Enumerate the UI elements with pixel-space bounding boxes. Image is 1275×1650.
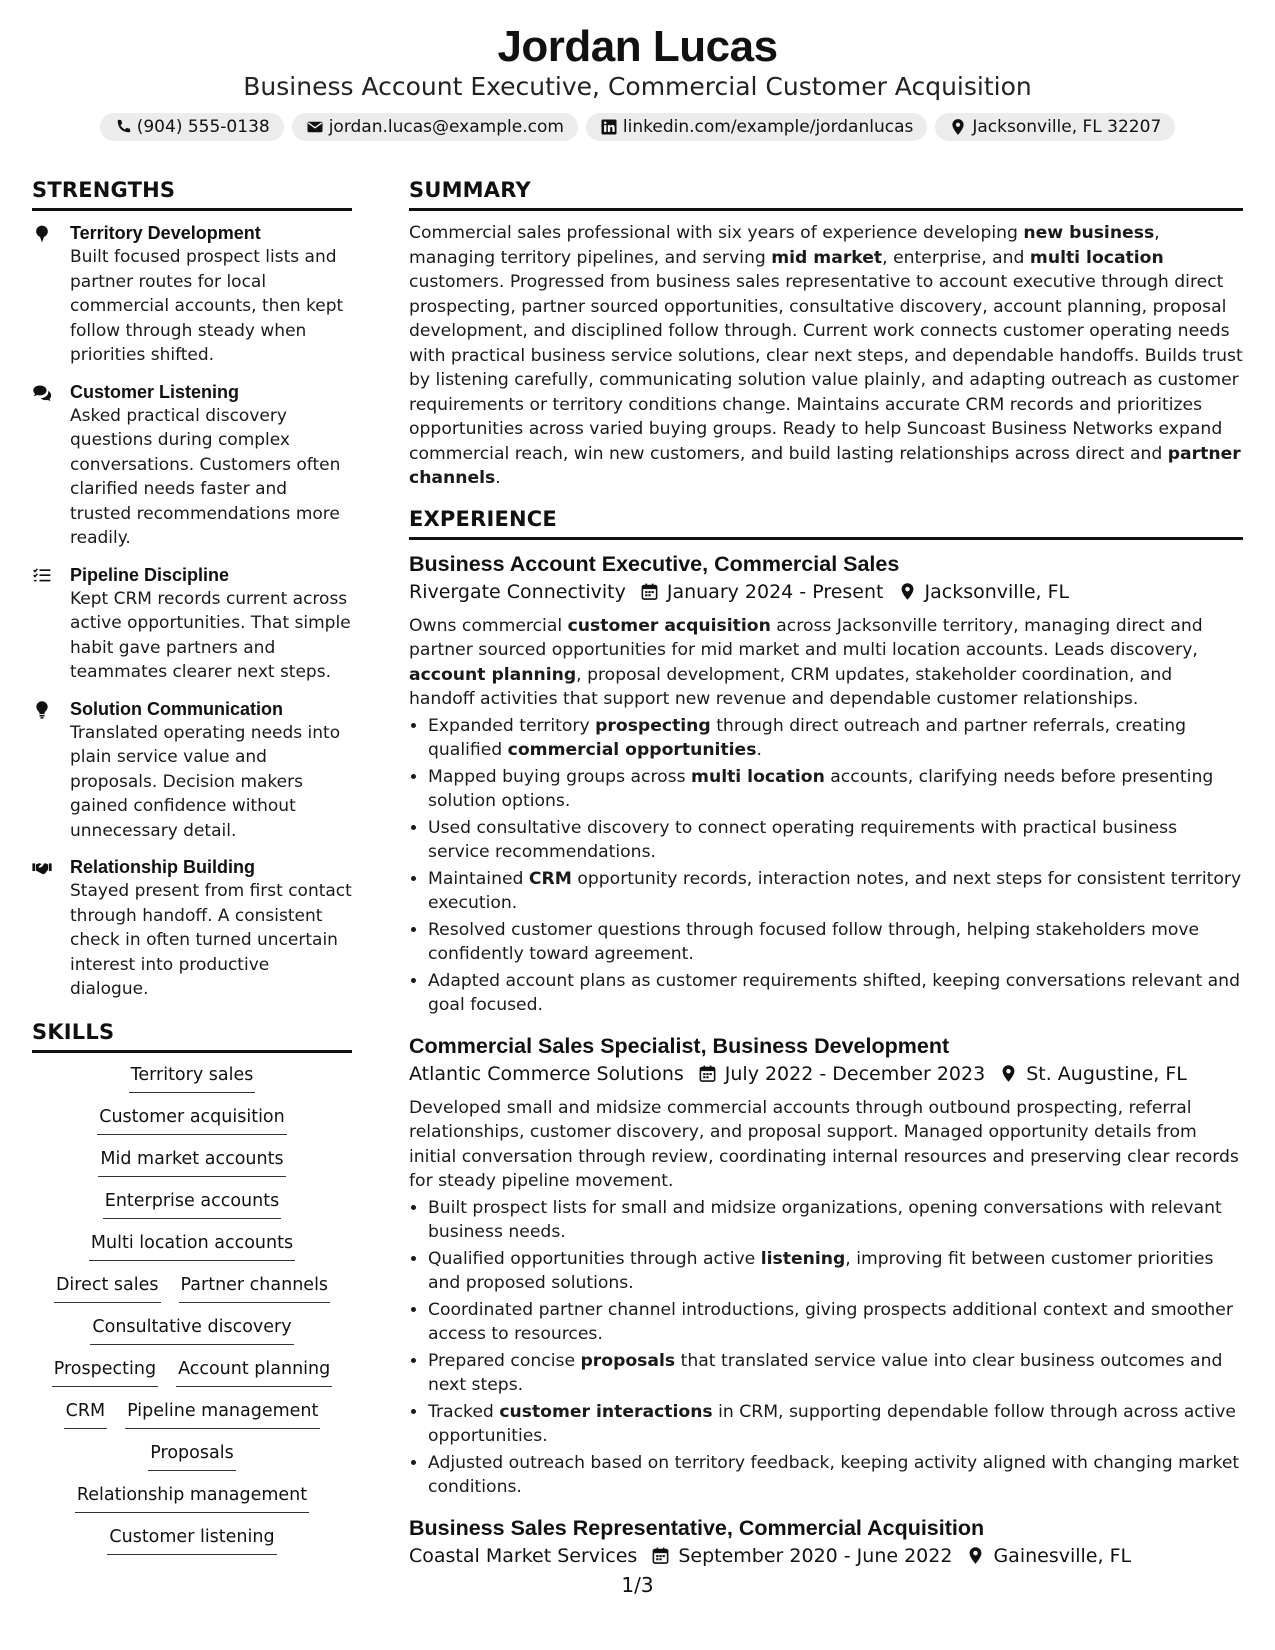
job-description-emphasis: customer acquisition [567, 615, 771, 636]
strength-item [32, 221, 352, 368]
skill-tag: Customer listening [107, 1525, 276, 1555]
job-bullet [428, 1247, 1243, 1296]
calendar-icon [684, 1064, 725, 1083]
skill-tag: Direct sales [54, 1273, 161, 1303]
bullet-text: . [756, 740, 762, 760]
skill-tag: Relationship management [75, 1483, 309, 1513]
job-title: Business Sales Representative, Commercial Acquisition [409, 1515, 985, 1540]
summary-text: customers. Progressed from business sales representative to account executive through direct prospecting, partner sourced opportunities, consultative discovery, account planning, proposal development, and disciplined follow through. Current work connects customer operating needs with practical business service solutions, clear next steps, and dependable handoffs. Builds trust by listening carefully, communicating solution value plainly, and adapting outreach as customer requirements or territory conditions change. Maintains accurate CRM records and prioritizes opportunities across varied buying groups. Ready to help Suncoast Business Networks expand commercial reach, win new customers, and build lasting relationships across direct and [409, 272, 1243, 464]
skill-row [32, 1147, 352, 1177]
skill-row [32, 1483, 352, 1513]
skill-tag: Consultative discovery [90, 1315, 293, 1345]
location-pin-icon [985, 1064, 1026, 1083]
contact-email-text: jordan.lucas@example.com [328, 117, 564, 137]
strength-item [32, 855, 352, 1002]
left-column [32, 178, 352, 1567]
job-bullets [409, 714, 1243, 1018]
summary-emphasis: new business [1023, 223, 1155, 243]
skill-tag: Proposals [148, 1441, 235, 1471]
bullet-text: Used consultative discovery to connect operating requirements with practical business service recommendations. [428, 817, 1178, 862]
job-bullet [428, 816, 1243, 865]
contact-linkedin[interactable] [586, 113, 927, 141]
bullet-text: Qualified opportunities through active [428, 1248, 761, 1269]
job-bullet [428, 1298, 1243, 1347]
job-bullet [428, 1400, 1243, 1449]
bullet-text: Adjusted outreach based on territory feedback, keeping activity aligned with changing market conditions. [428, 1452, 1240, 1497]
job-meta [409, 1060, 1243, 1088]
strength-title: Customer Listening [70, 381, 240, 402]
job-bullet [428, 867, 1243, 916]
skill-tag: Enterprise accounts [103, 1189, 281, 1219]
experience-list [409, 550, 1243, 1570]
strength-title: Pipeline Discipline [70, 564, 230, 585]
strength-desc: Asked practical discovery questions during complex conversations. Customers often clarified needs faster and trusted recommendations more readily. [70, 405, 341, 548]
bullet-text: Maintained [428, 868, 529, 889]
strength-desc: Stayed present from first contact through handoff. A consistent check in often turned uncertain interest into productive dialogue. [70, 881, 352, 999]
job-dates: January 2024 - Present [666, 580, 884, 603]
bullet-text: that translated service value into clear business outcomes and next steps. [428, 1350, 1223, 1395]
skill-tag: Customer acquisition [97, 1105, 286, 1135]
job-bullets [409, 1196, 1243, 1500]
bullet-emphasis: commercial opportunities [507, 740, 757, 760]
skill-tag: Pipeline management [125, 1399, 320, 1429]
calendar-icon [626, 582, 667, 601]
summary-emphasis: mid market [771, 247, 883, 268]
job-company: Atlantic Commerce Solutions [409, 1062, 684, 1085]
skill-tag: Mid market accounts [98, 1147, 285, 1177]
page-number: 1/3 [621, 1573, 654, 1597]
location-pin-icon [952, 1546, 993, 1565]
bullet-emphasis: customer interactions [499, 1401, 713, 1422]
bullet-text: in CRM, supporting dependable follow through across active opportunities. [428, 1401, 1236, 1446]
job-location: St. Augustine, FL [1026, 1062, 1187, 1085]
calendar-icon [637, 1546, 678, 1565]
job-entry [409, 1514, 1243, 1570]
skill-row [32, 1063, 352, 1093]
checklist-icon [32, 563, 70, 685]
skill-tag: Multi location accounts [89, 1231, 295, 1261]
skill-row [32, 1357, 352, 1387]
contact-linkedin-text: linkedin.com/example/jordanlucas [622, 117, 914, 137]
job-description [409, 1096, 1243, 1194]
bullet-text: Mapped buying groups across [428, 766, 692, 787]
bullet-text: accounts, clarifying needs before presenting solution options. [428, 766, 1214, 811]
strength-title: Territory Development [70, 223, 261, 243]
bullet-emphasis: prospecting [595, 715, 711, 736]
summary-emphasis: partner channels [409, 443, 1241, 488]
job-description-emphasis: account planning [409, 664, 577, 685]
strength-title: Solution Communication [70, 698, 283, 719]
experience-heading: EXPERIENCE [409, 507, 1243, 540]
candidate-name: Jordan Lucas [497, 22, 778, 71]
skill-row [32, 1525, 352, 1555]
strength-desc: Translated operating needs into plain service value and proposals. Decision makers gained confidence without unnecessary detail. [70, 722, 341, 841]
map-pin-icon [32, 221, 70, 368]
location-pin-icon [949, 118, 967, 136]
job-location: Gainesville, FL [993, 1544, 1132, 1567]
skill-tag: Account planning [176, 1357, 332, 1387]
job-title: Business Account Executive, Commercial Sales [409, 551, 900, 576]
job-description-text: , proposal development, CRM updates, stakeholder coordination, and handoff activities that support new revenue and dependable customer relationships. [409, 664, 1173, 709]
job-location: Jacksonville, FL [924, 580, 1070, 603]
strength-item [32, 380, 352, 551]
bullet-emphasis: multi location [691, 766, 825, 787]
job-description-text: Owns commercial [409, 615, 568, 636]
job-description-text: Developed small and midsize commercial accounts through outbound prospecting, referral relationships, customer discovery, and proposal support. Managed opportunity details from initial conversation through review, coordinating internal resources and preserving clear records for steady pipeline movement. [409, 1097, 1239, 1191]
contact-email[interactable] [292, 113, 578, 141]
lightbulb-icon [32, 697, 70, 844]
skill-tag: Prospecting [52, 1357, 158, 1387]
job-bullet [428, 918, 1243, 967]
skill-tag: Partner channels [179, 1273, 331, 1303]
strength-desc: Kept CRM records current across active opportunities. That simple habit gave partners and teammates clearer next steps. [70, 588, 351, 682]
summary-text: , managing territory pipelines, and serving [409, 223, 1160, 268]
contact-phone[interactable] [100, 113, 284, 141]
skill-row [32, 1231, 352, 1261]
right-column [409, 178, 1243, 1578]
strength-title: Relationship Building [70, 857, 255, 877]
bullet-text: Coordinated partner channel introductions, giving prospects additional context and smoother access to resources. [428, 1299, 1233, 1344]
job-bullet [428, 1196, 1243, 1245]
skill-row [32, 1105, 352, 1135]
contact-location [935, 113, 1175, 141]
summary-text: Commercial sales professional with six years of experience developing [409, 223, 1024, 243]
job-bullet [428, 765, 1243, 814]
strength-item [32, 697, 352, 844]
contact-bar [0, 113, 1275, 141]
skill-row [32, 1315, 352, 1345]
bullet-text: Expanded territory [428, 715, 596, 736]
job-entry [409, 550, 1243, 1018]
candidate-headline: Business Account Executive, Commercial Customer Acquisition [243, 72, 1032, 101]
job-description-text: across Jacksonville territory, managing direct and partner sourced opportunities for mid market and multi location accounts. Leads discovery, [409, 615, 1203, 660]
strength-item [32, 563, 352, 685]
skill-row [32, 1441, 352, 1471]
job-bullet [428, 714, 1243, 763]
location-pin-icon [884, 582, 925, 601]
job-company: Rivergate Connectivity [409, 580, 626, 603]
contact-phone-text: (904) 555-0138 [136, 117, 270, 137]
job-company: Coastal Market Services [409, 1544, 638, 1567]
bullet-emphasis: proposals [580, 1350, 676, 1371]
skill-tag: CRM [64, 1399, 107, 1429]
strengths-heading: STRENGTHS [32, 178, 352, 211]
job-meta [409, 1542, 1243, 1570]
phone-icon [114, 118, 132, 136]
skills-heading: SKILLS [32, 1020, 352, 1053]
bullet-text: Adapted account plans as customer requirements shifted, keeping conversations relevant and goal focused. [428, 970, 1240, 1015]
skill-row [32, 1273, 352, 1303]
bullet-text: Tracked [428, 1401, 500, 1422]
job-bullet [428, 1349, 1243, 1398]
strength-desc: Built focused prospect lists and partner routes for local commercial accounts, then kept follow through steady when priorities shifted. [70, 247, 344, 365]
job-meta [409, 578, 1243, 606]
job-dates: July 2022 - December 2023 [724, 1062, 986, 1085]
handshake-icon [32, 855, 70, 1002]
skill-row [32, 1399, 352, 1429]
bullet-emphasis: CRM [528, 868, 572, 889]
summary-emphasis: multi location [1029, 247, 1164, 268]
contact-location-text: Jacksonville, FL 32207 [972, 117, 1162, 137]
skill-tag: Territory sales [129, 1063, 256, 1093]
summary-text: . [495, 468, 501, 488]
skill-row [32, 1189, 352, 1219]
chat-bubbles-icon [32, 380, 70, 551]
job-title: Commercial Sales Specialist, Business Development [409, 1033, 950, 1058]
bullet-text: Resolved customer questions through focused follow through, helping stakeholders move confidently toward agreement. [428, 919, 1200, 964]
bullet-text: Built prospect lists for small and midsize organizations, opening conversations with relevant business needs. [428, 1197, 1222, 1242]
job-bullet [428, 969, 1243, 1018]
summary-text [409, 221, 1243, 491]
summary-heading: SUMMARY [409, 178, 1243, 211]
bullet-text: Prepared concise [428, 1350, 581, 1371]
bullet-text: through direct outreach and partner referrals, creating qualified [428, 715, 1187, 760]
skills-list [32, 1063, 352, 1555]
bullet-emphasis: listening [760, 1248, 846, 1269]
job-bullet [428, 1451, 1243, 1500]
job-description [409, 614, 1243, 712]
job-dates: September 2020 - June 2022 [678, 1544, 953, 1567]
linkedin-icon [600, 118, 618, 136]
envelope-icon [306, 118, 324, 136]
bullet-text: opportunity records, interaction notes, and next steps for consistent territory execution. [428, 868, 1242, 913]
summary-text: , enterprise, and [882, 247, 1030, 268]
job-entry [409, 1032, 1243, 1500]
bullet-text: , improving fit between customer priorities and proposed solutions. [428, 1248, 1214, 1293]
